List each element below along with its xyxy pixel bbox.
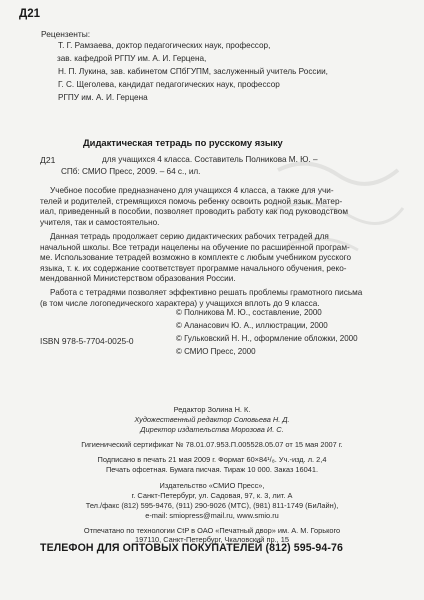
annotation-paragraph <box>40 288 392 309</box>
printer-line: 197110, Санкт-Петербург, Чкаловский пр., 15 <box>135 535 289 544</box>
classification-code: Д21 <box>19 8 40 20</box>
paragraph-line: Данная тетрадь продолжает серию дидактических рабочих тетрадей для <box>50 232 329 241</box>
reviewer-line: Н. П. Лукина, зав. кабинетом СПбГУПМ, заслуженный учитель России, <box>58 67 328 76</box>
annotation-paragraph <box>40 186 392 228</box>
reviewer-line: РГПУ им. А. И. Герцена <box>58 93 148 102</box>
publisher-line: e-mail: smiopress@mail.ru, www.smio.ru <box>145 511 279 520</box>
paragraph-line: мендованной Министерством образования России. <box>40 274 236 284</box>
reviewer-line: Г. С. Щеголева, кандидат педагогических наук, профессор <box>58 80 280 89</box>
copyright-line: © Полникова М. Ю., составление, 2000 <box>176 308 322 317</box>
publisher-line: Издательство «СМИО Пресс», <box>159 481 265 490</box>
bibliographic-line: для учащихся 4 класса. Составитель Полникова М. Ю. – <box>102 155 318 164</box>
copyright-line: © Аланасович Ю. А., иллюстрации, 2000 <box>176 321 328 330</box>
publisher-line: Тел./факс (812) 595-9476, (911) 290-9026 (МТС), (981) 811-1749 (БиЛайн), <box>85 501 339 510</box>
print-info-line: Печать офсетная. Бумага писчая. Тираж 10 000. Заказ 16041. <box>106 465 318 474</box>
paragraph-line: начальной школы. Все тетради нацелены на обучение по расширенной програм- <box>40 242 350 252</box>
copyright-line: © Гульковский Н. Н., оформление обложки, 2000 <box>176 334 358 343</box>
bibliographic-code: Д21 <box>40 155 56 165</box>
bibliographic-line: СПб: СМИО Пресс, 2009. – 64 с., ил. <box>61 167 201 176</box>
print-info-line: Подписано в печать 21 мая 2009 г. Формат 60×84¹/₈. Уч.-изд. л. 2,4 <box>97 455 327 464</box>
reviewer-line: зав. кафедрой РГПУ им. А. И. Герцена, <box>57 54 207 63</box>
paragraph-line: ме. Использование тетрадей возможно в комплекте с любым учебником русского <box>40 253 352 263</box>
paragraph-line: телей и родителей, стремящихся помочь ребенку освоить родной язык. Матер- <box>40 196 343 206</box>
copyright-line: © СМИО Пресс, 2000 <box>176 347 256 356</box>
paragraph-line: языка, т. к. их содержание соответствует программе начального обучения, реко- <box>40 263 347 273</box>
staff-line: Директор издательства Морозова И. С. <box>140 425 284 434</box>
reviewer-line: Т. Г. Рамзаева, доктор педагогических наук, профессор, <box>58 41 271 50</box>
annotation-paragraph <box>40 232 392 285</box>
staff-line: Редактор Золина Н. К. <box>173 405 251 414</box>
staff-line: Художественный редактор Соловьева Н. Д. <box>134 415 290 424</box>
reviewers-heading: Рецензенты: <box>41 29 91 39</box>
paragraph-line: учителя, так и самостоятельно. <box>40 217 160 227</box>
paragraph-line: Работа с тетрадями позволяет эффективно решать проблемы грамотного письма <box>50 288 363 297</box>
paragraph-line: (в том числе логопедического характера) у учащихся вплоть до 9 класса. <box>40 298 320 308</box>
hygiene-certificate: Гигиенический сертификат № 78.01.07.953.П.005528.05.07 от 15 мая 2007 г. <box>81 440 343 449</box>
book-title: Дидактическая тетрадь по русскому языку <box>83 137 283 148</box>
paragraph-line: иал, приведенный в пособии, позволяет проводить работу как под руководством <box>40 207 348 217</box>
paragraph-line: Учебное пособие предназначено для учащихся 4 класса, а также для учи- <box>50 186 334 195</box>
printer-line: Отпечатано по технологии СtP в ОАО «Печатный двор» им. А. М. Горького <box>83 526 341 535</box>
wholesale-phone: ТЕЛЕФОН ДЛЯ ОПТОВЫХ ПОКУПАТЕЛЕЙ (812) 595-94-76 <box>40 542 343 554</box>
isbn: ISBN 978-5-7704-0025-0 <box>40 336 134 346</box>
publisher-line: г. Санкт-Петербург, ул. Садовая, 97, к. 3, лит. А <box>131 491 293 500</box>
